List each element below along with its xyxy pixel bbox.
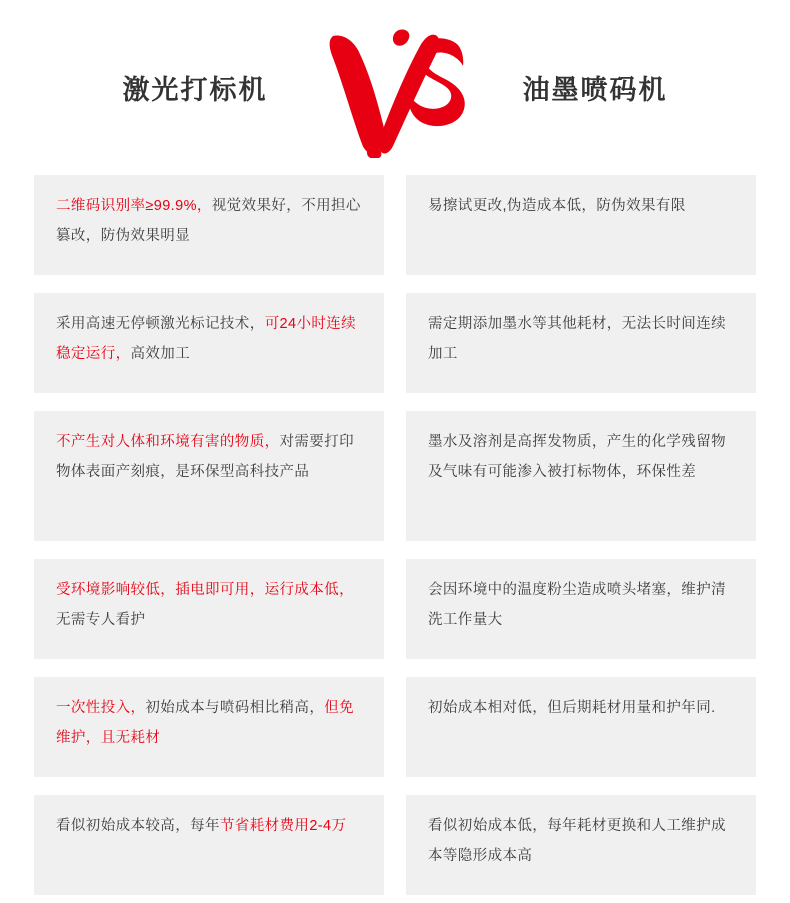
- highlight-text: 但免维护，且无耗材: [56, 700, 355, 746]
- plain-text: 堵塞，维护清洗工作量大: [428, 582, 727, 628]
- plain-text: 量和护年同.: [636, 700, 716, 716]
- plain-text: 稍高，: [279, 700, 325, 716]
- right-product-title: 油墨喷码机: [522, 75, 668, 105]
- highlight-text: 节省耗材: [219, 818, 280, 834]
- plain-text: 看似初始成本低，每年耗材更换: [428, 818, 637, 834]
- left-cell-5: [34, 677, 384, 777]
- highlight-text: 运行成本低，: [264, 582, 355, 598]
- highlight-text: 受环境影响较低，插电即可用，: [56, 582, 265, 598]
- cell-text: [428, 191, 734, 221]
- highlight-text: 可: [264, 316, 280, 332]
- cell-text: [428, 427, 734, 487]
- cell-text: [56, 693, 362, 753]
- plain-text: 和人工维护成本等隐形成本高: [428, 818, 727, 864]
- plain-text: 环保型高科技产品: [190, 464, 310, 480]
- right-cell-1: [406, 175, 756, 275]
- cell-text: [56, 191, 362, 251]
- highlight-text: 一次性投入，: [56, 700, 146, 716]
- right-cell-2: [406, 293, 756, 393]
- left-cell-4: [34, 559, 384, 659]
- cell-text: [56, 309, 362, 369]
- plain-text: 需定期添加墨水等其他耗材，: [428, 316, 622, 332]
- plain-text: 无需专人看护: [56, 612, 146, 628]
- plain-text: 视觉效果: [211, 198, 272, 214]
- left-cell-6: [34, 795, 384, 895]
- left-column: [34, 175, 384, 895]
- highlight-text: 费用2-4万: [279, 818, 347, 834]
- plain-text: 初始成本与喷码相比: [145, 700, 280, 716]
- cell-text: [56, 575, 362, 635]
- plain-text: 看似初始成本较高，每年: [56, 818, 220, 834]
- left-cell-2: [34, 293, 384, 393]
- vs-brush-icon: [325, 28, 465, 158]
- plain-text: 易擦试更改,伪造成本低，: [428, 198, 597, 214]
- right-cell-6: [406, 795, 756, 895]
- cell-text: [428, 693, 734, 723]
- plain-text: 无法长时间连续加工: [428, 316, 727, 362]
- left-cell-3: [34, 411, 384, 541]
- cell-text: [56, 427, 362, 487]
- comparison-grid: [0, 175, 790, 895]
- cell-text: [428, 309, 734, 369]
- page-header: [0, 0, 790, 175]
- plain-text: 会因环境中的温度粉尘造成喷头: [428, 582, 637, 598]
- cell-text: [428, 575, 734, 635]
- right-column: [406, 175, 756, 895]
- plain-text: 初始成本相对低，但后期耗材用: [428, 700, 637, 716]
- plain-text: 防伪效果有限: [596, 198, 686, 214]
- highlight-text: 二维码识别率≥99.9%，: [56, 198, 212, 214]
- plain-text: 墨水及溶剂是高挥发物质，产生: [428, 434, 637, 450]
- right-cell-5: [406, 677, 756, 777]
- plain-text: 对需要打印物体表面产刻痕，是: [56, 434, 354, 480]
- cell-text: [428, 811, 734, 871]
- plain-text: 被打标物体，环保性差: [547, 464, 697, 480]
- highlight-text: 24小时连续稳定运行，: [56, 316, 357, 362]
- plain-text: 采用高速无停顿激光标记技术，: [56, 316, 265, 332]
- plain-text: 好，不用担心篡改，防伪效果明显: [56, 198, 361, 244]
- left-cell-1: [34, 175, 384, 275]
- right-cell-3: [406, 411, 756, 541]
- cell-text: [56, 811, 362, 841]
- highlight-text: 不产生对人体和环境有害的物质，: [56, 434, 280, 450]
- plain-text: 的化学残留物及气味有可能渗入: [428, 434, 727, 480]
- right-cell-4: [406, 559, 756, 659]
- plain-text: 高效加工: [130, 346, 191, 362]
- left-product-title: 激光打标机: [122, 75, 268, 105]
